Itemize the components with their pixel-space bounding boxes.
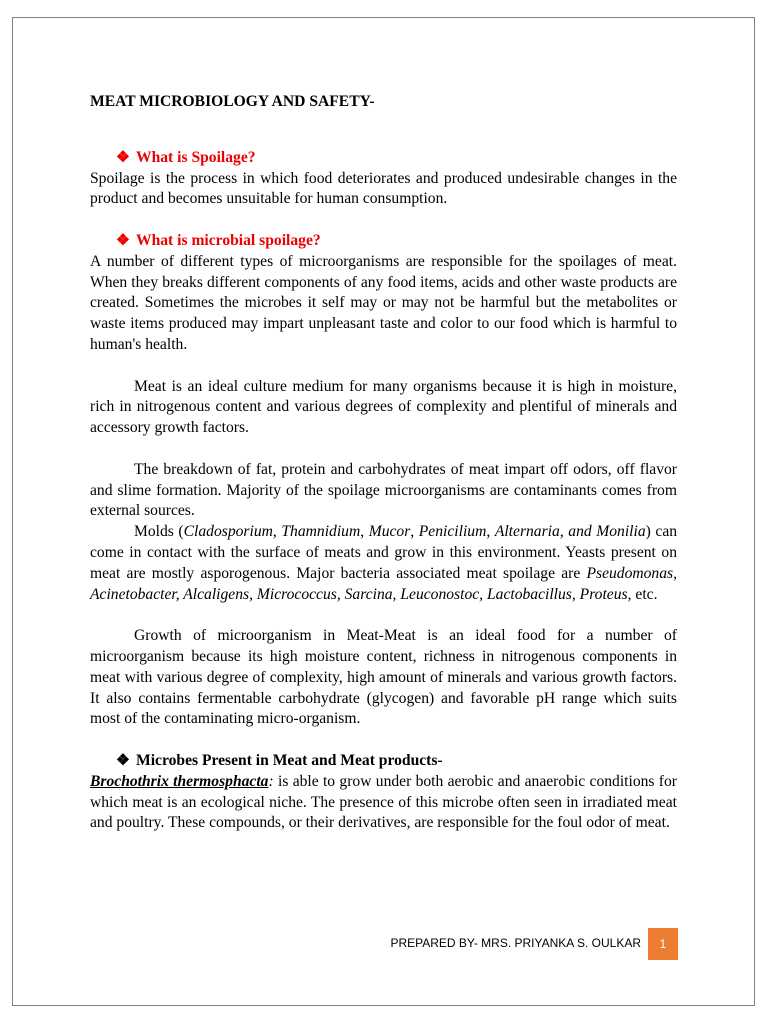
- text-run: ,: [410, 523, 419, 541]
- genus-name: Cladosporium: [183, 523, 273, 541]
- diamond-bullet-icon: ❖: [116, 751, 130, 769]
- text-run: :: [268, 772, 274, 790]
- heading-what-is-spoilage: [90, 148, 677, 169]
- heading-text: Microbes Present in Meat and Meat products-: [135, 751, 443, 769]
- text-run: ,: [272, 523, 282, 541]
- text-run: is able to grow under both aerobic and anaerobic conditions for which meat is an ecological niche. The presence of this microbe often seen in irradiated meat and poultry. These compounds, or their derivatives, are responsible for the foul odor of meat.: [90, 772, 677, 832]
- text-run: , etc.: [627, 585, 658, 603]
- prepared-by-text: PREPARED BY- MRS. PRIYANKA S. OULKAR: [390, 936, 641, 950]
- diamond-bullet-icon: ❖: [116, 148, 130, 166]
- text-run: ,: [360, 523, 369, 541]
- heading-text: What is microbial spoilage?: [135, 231, 321, 249]
- document-title: MEAT MICROBIOLOGY AND SAFETY-: [90, 93, 375, 110]
- text-run: ) can come in contact with the surface of meats and grow in this environment. Yeasts present on meat are mostly asporogenous. Major bacteria associated meat spoilage are: [90, 523, 678, 582]
- paragraph-culture-medium: Meat is an ideal culture medium for many organisms because it is high in moisture, rich in nitrogenous content and various degrees of complexity and plentiful of minerals and accessory growth factors.: [90, 377, 677, 437]
- page-footer: [0, 928, 768, 960]
- diamond-bullet-icon: ❖: [116, 231, 130, 249]
- paragraph-microbial-spoilage: A number of different types of microorganisms are responsible for the spoilages of meat. When they breaks different components of any food items, acids and other waste products are created. Sometimes the microbes it self may or may not be harmful but the metabolites or waste items produced may impart unpleasant taste and color to our food which is harmful to human's health.: [90, 252, 677, 353]
- heading-microbes-present: [90, 751, 677, 772]
- genus-name: Penicilium: [418, 523, 487, 541]
- genus-name: Thamnidium: [281, 523, 361, 541]
- species-name: Brochothrix thermosphacta: [90, 772, 269, 790]
- page-number-badge: 1: [648, 928, 678, 960]
- heading-what-is-microbial-spoilage: [90, 231, 677, 252]
- genus-name: Mucor: [368, 523, 411, 541]
- heading-text: What is Spoilage?: [135, 148, 256, 166]
- paragraph-brochothrix: [90, 772, 677, 834]
- bacteria-list: Pseudomonas, Acinetobacter, Alcaligens, Micrococcus, Sarcina, Leuconostoc, Lactobacillus, Proteus: [90, 564, 677, 603]
- text-run: ,: [559, 523, 569, 541]
- text-run: Molds (: [134, 523, 184, 541]
- paragraph-spoilage: Spoilage is the process in which food deteriorates and produced undesirable changes in the product and becomes unsuitable for human consumption.: [90, 169, 677, 208]
- genus-name: and Monilia: [568, 523, 646, 541]
- paragraph-breakdown: The breakdown of fat, protein and carbohydrates of meat impart off odors, off flavor and slime formation. Majority of the spoilage microorganisms are contaminants comes from external sources.: [90, 460, 677, 520]
- document-body: [90, 92, 677, 834]
- paragraph-molds: [90, 522, 677, 605]
- genus-name: Alternaria: [494, 523, 560, 541]
- text-run: ,: [486, 523, 495, 541]
- paragraph-growth: Growth of microorganism in Meat-Meat is an ideal food for a number of microorganism because its high moisture content, richness in nitrogenous components in meat with various degree of complexity, high amount of minerals and various growth factors. It also contains fermentable carbohydrate (glycogen) and favorable pH range which suits most of the contaminating micro-organism.: [90, 627, 677, 728]
